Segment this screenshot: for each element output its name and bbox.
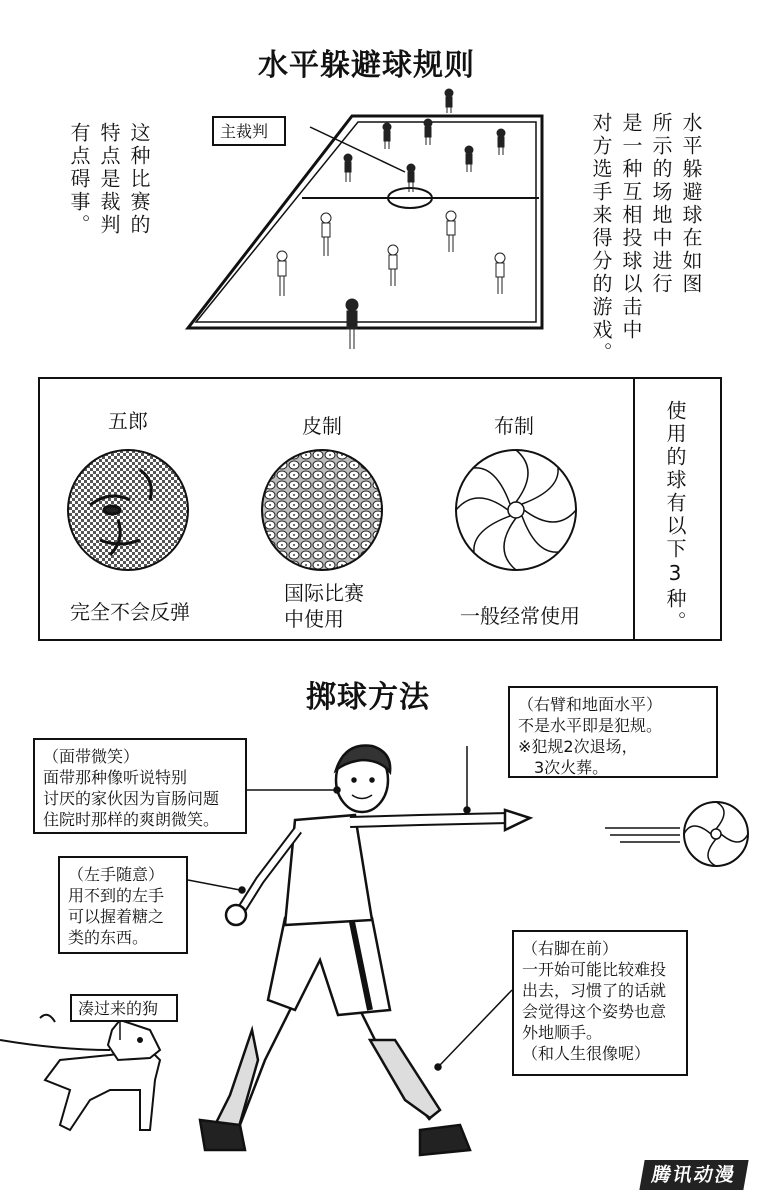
rules-line-4: 对方选手来得分的游戏。 bbox=[589, 112, 613, 365]
player-figure bbox=[495, 253, 505, 294]
thrower-figure bbox=[200, 746, 530, 1156]
rules-description bbox=[588, 112, 704, 365]
goro-ball bbox=[68, 450, 188, 570]
referee-note-line-3: 有点碍事。 bbox=[67, 122, 91, 237]
player-figure bbox=[383, 123, 391, 149]
player-figure bbox=[446, 211, 456, 252]
ball-caption-goro: 完全不会反弹 bbox=[70, 600, 190, 624]
callout-left-hand-line-1: 用不到的左手 bbox=[68, 886, 165, 905]
ball-name-goro: 五郎 bbox=[108, 409, 148, 433]
ball-caption-leather bbox=[284, 580, 364, 632]
leather-ball bbox=[262, 450, 382, 570]
player-figure bbox=[346, 299, 358, 349]
callout-right-arm-line-3: 3次火葬。 bbox=[534, 758, 609, 777]
player-figure bbox=[344, 154, 352, 182]
cloth-ball bbox=[456, 450, 576, 570]
callout-left-hand-line-2: 可以握着糖之 bbox=[68, 907, 165, 926]
callout-left-hand-line-3: 类的东西。 bbox=[68, 928, 149, 947]
watermark-logo: 腾讯动漫 bbox=[639, 1160, 748, 1190]
ball-caption-leather-line-2: 中使用 bbox=[284, 607, 344, 631]
player-figure bbox=[277, 251, 287, 296]
rules-line-2: 所示的场地中进行 bbox=[649, 112, 673, 296]
player-figure bbox=[445, 89, 453, 113]
callout-smile-line-1: 面带那种像听说特别 bbox=[43, 768, 188, 787]
callout-right-foot-line-3: 会觉得这个姿势也意 bbox=[522, 1002, 667, 1021]
section-title-throwing: 掷球方法 bbox=[306, 680, 430, 715]
player-figure bbox=[424, 119, 432, 145]
rules-line-3: 是一种互相投球以击中 bbox=[619, 112, 643, 342]
player-figure bbox=[465, 146, 473, 172]
balls-side-text: 使用的球有以下3种。 bbox=[663, 400, 687, 634]
rules-line-1: 水平躲避球在如图 bbox=[679, 112, 703, 296]
callout-right-foot-line-5: （和人生很像呢） bbox=[522, 1044, 651, 1063]
callout-smile-line-3: 住院时那样的爽朗微笑。 bbox=[43, 810, 220, 829]
referee-note-line-2: 特点是裁判 bbox=[97, 122, 121, 237]
callout-right-arm-heading: （右臂和地面水平） bbox=[518, 695, 663, 714]
ball-name-leather: 皮制 bbox=[302, 414, 342, 438]
callout-smile-line-2: 讨厌的家伙因为盲肠问题 bbox=[43, 789, 220, 808]
callout-right-arm-line-1: 不是水平即是犯规。 bbox=[518, 716, 663, 735]
player-figure bbox=[388, 245, 398, 286]
player-figure bbox=[321, 213, 331, 256]
callout-right-foot-line-2: 出去，习惯了的话就 bbox=[522, 981, 667, 1000]
callout-right-foot bbox=[512, 930, 688, 1076]
flying-ball bbox=[605, 802, 748, 866]
referee-note bbox=[66, 122, 152, 237]
callout-smile bbox=[33, 738, 247, 834]
referee-label: 主裁判 bbox=[212, 116, 286, 146]
dog-figure bbox=[0, 1015, 160, 1130]
ball-name-cloth: 布制 bbox=[494, 414, 534, 438]
section-title-rules: 水平躲避球规则 bbox=[258, 48, 475, 83]
dog-label: 凑过来的狗 bbox=[70, 994, 178, 1022]
callout-left-hand-heading: （左手随意） bbox=[68, 865, 165, 884]
callout-left-hand bbox=[58, 856, 188, 954]
player-figure bbox=[497, 129, 505, 155]
court-diagram bbox=[188, 116, 542, 328]
callout-right-arm-line-2: ※犯规2次退场， bbox=[518, 737, 638, 756]
referee-note-line-1: 这种比赛的 bbox=[127, 122, 151, 237]
callout-right-foot-heading: （右脚在前） bbox=[522, 939, 619, 958]
callout-right-arm bbox=[508, 686, 718, 778]
callout-right-foot-line-1: 一开始可能比较难投 bbox=[522, 960, 667, 979]
ball-caption-cloth: 一般经常使用 bbox=[460, 604, 580, 628]
ball-caption-leather-line-1: 国际比赛 bbox=[284, 581, 364, 605]
callout-smile-heading: （面带微笑） bbox=[43, 747, 140, 766]
callout-right-foot-line-4: 外地顺手。 bbox=[522, 1023, 603, 1042]
